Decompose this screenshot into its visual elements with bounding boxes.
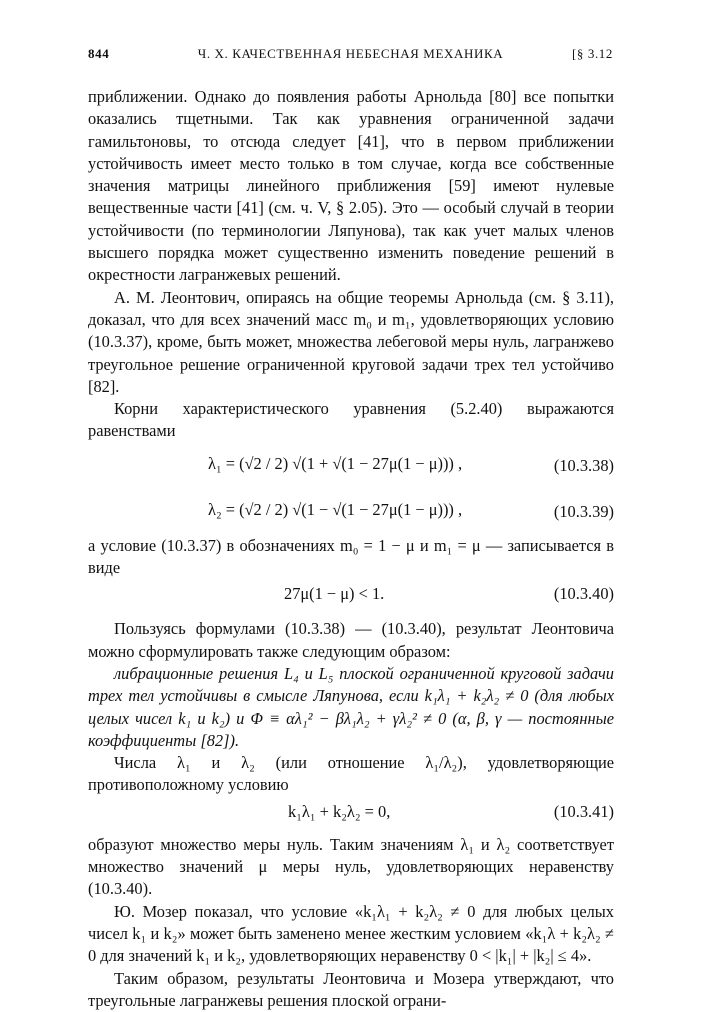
paragraph-theorem: либрационные решения L₄ и L₅ плоской ограниченной круговой задачи трех тел устойчивы в смысле Ляпунова, если k₁λ₁ + k₂λ₂ ≠ 0 (для любых целых чисел k₁ и k₂) и Φ ≡ αλ₁² − βλ₁λ₂ + γλ₂² ≠ 0 (α, β, γ — постоянные коэффициенты [82]).	[88, 663, 614, 752]
equation-formula: 27μ(1 − μ) < 1.	[284, 583, 384, 605]
equation-number: (10.3.38)	[554, 455, 614, 477]
equation	[88, 797, 614, 828]
paragraph: Пользуясь формулами (10.3.38) — (10.3.40), результат Леонтовича можно сформулировать также следующим образом:	[88, 618, 614, 663]
running-header	[88, 46, 613, 66]
equation-formula: λ₁ = (√2 / 2) √(1 + √(1 − 27μ(1 − μ))) ,	[208, 453, 462, 475]
running-title: Ч. X. КАЧЕСТВЕННАЯ НЕБЕСНАЯ МЕХАНИКА	[88, 46, 613, 62]
paragraph: Таким образом, результаты Леонтовича и Мозера утверждают, что треугольные лагранжевы решения плоской ограни-	[88, 968, 614, 1012]
body-text	[88, 86, 614, 1012]
equation-formula: λ₂ = (√2 / 2) √(1 − √(1 − 27μ(1 − μ))) ,	[208, 499, 462, 521]
equation	[88, 443, 614, 489]
equation-number: (10.3.39)	[554, 501, 614, 523]
paragraph: Корни характеристического уравнения (5.2.40) выражаются равенствами	[88, 398, 614, 443]
section-number: [§ 3.12	[572, 46, 613, 62]
page-number: 844	[88, 46, 109, 62]
paragraph: Числа λ₁ и λ₂ (или отношение λ₁/λ₂), удовлетворяющие противоположному условию	[88, 752, 614, 797]
equation-number: (10.3.41)	[554, 801, 614, 823]
equation	[88, 579, 614, 610]
paragraph: а условие (10.3.37) в обозначениях m₀ = 1 − μ и m₁ = μ — записывается в виде	[88, 535, 614, 580]
paragraph: А. М. Леонтович, опираясь на общие теоремы Арнольда (см. § 3.11), доказал, что для всех значений масс m₀ и m₁, удовлетворяющих условию (10.3.37), кроме, быть может, множества лебеговой меры нуль, лагранжево треугольное решение ограниченной круговой задачи трех тел устойчиво [82].	[88, 287, 614, 398]
equation-number: (10.3.40)	[554, 583, 614, 605]
equation-formula: k₁λ₁ + k₂λ₂ = 0,	[288, 801, 390, 823]
paragraph: приближении. Однако до появления работы Арнольда [80] все попытки оказались тщетными. Так как уравнения ограниченной задачи гамильтоновы, то отсюда следует [41], что в первом приближении устойчивость имеет место только в том случае, когда все собственные значения матрицы линейного приближения [59] имеют нулевые вещественные части [41] (см. ч. V, § 2.05). Это — особый случай в теории устойчивости (по терминологии Ляпунова), так как учет малых членов высшего порядка может существенно изменить поведение решений в окрестности лагранжевых решений.	[88, 86, 614, 287]
paragraph: Ю. Мозер показал, что условие «k₁λ₁ + k₂λ₂ ≠ 0 для любых целых чисел k₁ и k₂» может быть заменено менее жестким условием «k₁λ + k₂λ₂ ≠ 0 для значений k₁ и k₂, удовлетворяющих неравенству 0 < |k₁| + |k₂| ≤ 4».	[88, 901, 614, 968]
equation	[88, 489, 614, 535]
paragraph: образуют множество меры нуль. Таким значениям λ₁ и λ₂ соответствует множество значений μ меры нуль, удовлетворяющих неравенству (10.3.40).	[88, 834, 614, 901]
